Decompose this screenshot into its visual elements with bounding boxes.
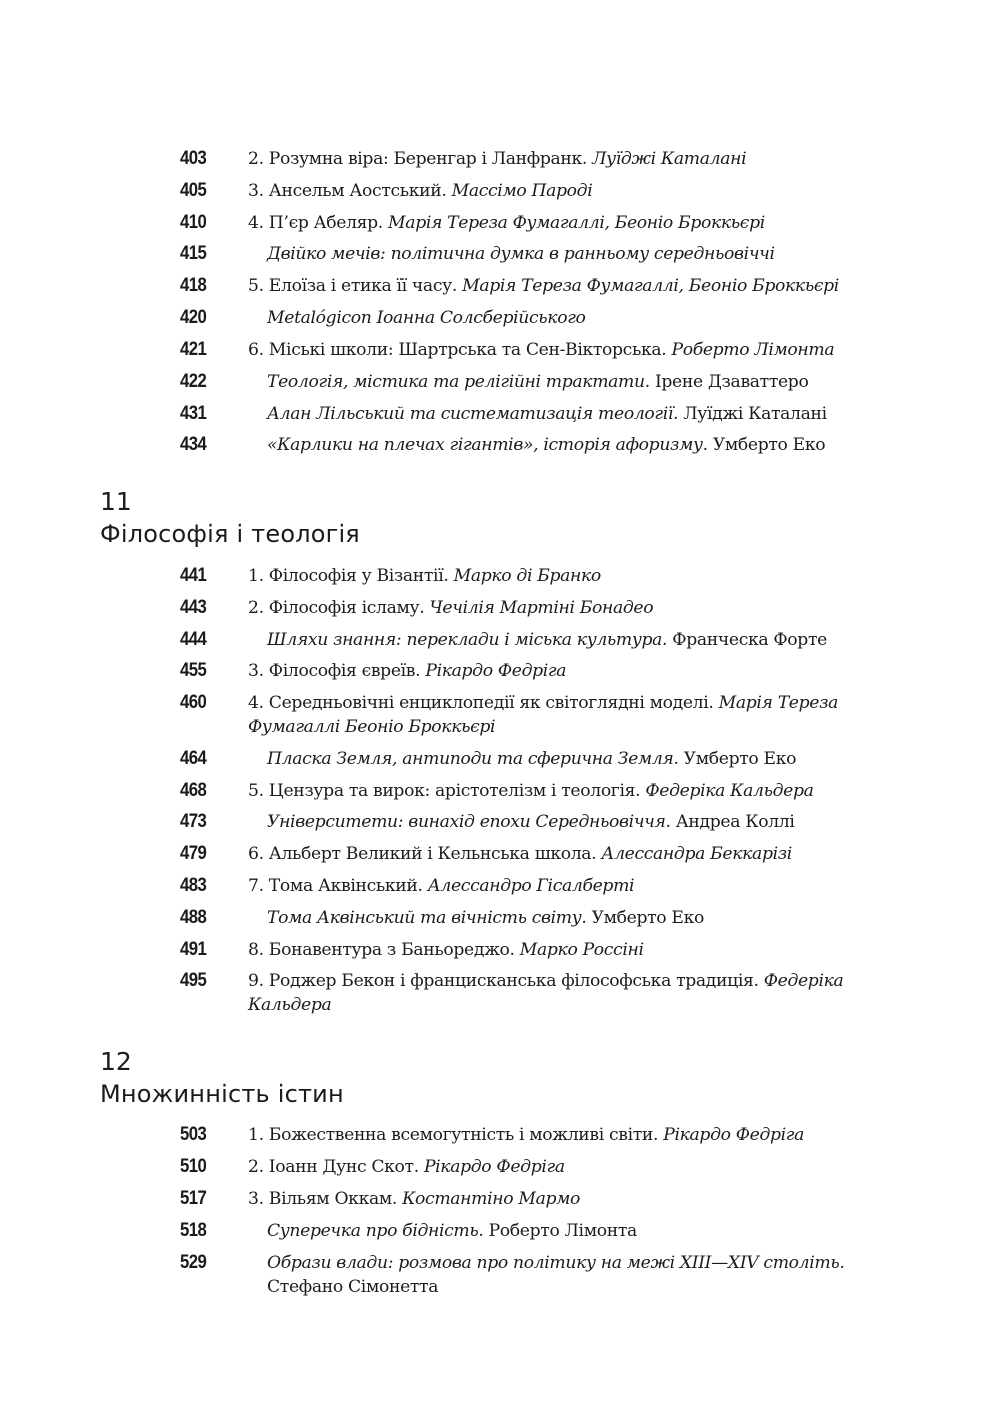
chapter-number: 12 — [100, 1047, 132, 1076]
chapter-title: Множинність істин — [100, 1080, 344, 1108]
page-number: 443 — [180, 597, 207, 618]
entry-author: Роберто Лімонта — [483, 1221, 637, 1241]
page-number: 473 — [180, 811, 207, 832]
entry-italic: Роберто Лімонта — [671, 340, 835, 360]
entry-text — [248, 1123, 853, 1147]
entry-italic: «Карлики на плечах гігантів», історія афоризму. — [267, 435, 708, 455]
page-number: 529 — [180, 1252, 207, 1273]
page-number: 410 — [180, 212, 207, 233]
page-number: 444 — [180, 629, 207, 650]
page-number: 460 — [180, 692, 207, 713]
entry-author: Андреа Коллі — [670, 812, 795, 832]
entry-title: 1. Божественна всемогутність і можливі світи. — [248, 1125, 664, 1145]
entry-text — [248, 179, 853, 203]
entry-text — [248, 659, 853, 683]
page-number: 479 — [180, 843, 207, 864]
entry-text — [267, 1219, 853, 1243]
entry-italic: Пласка Земля, антиподи та сферична Земля. — [267, 749, 679, 769]
entry-italic: Університети: винахід епохи Середньовіччя. — [267, 812, 671, 832]
entry-text — [248, 338, 853, 362]
entry-italic: Тома Аквінський та вічність світу. — [267, 908, 587, 928]
entry-italic: Марія Тереза Фумагаллі Беоніо Броккьєрі — [248, 693, 839, 737]
page-number: 403 — [180, 148, 207, 169]
chapter-title: Філософія і теологія — [100, 520, 360, 548]
entry-text — [248, 779, 853, 803]
entry-title: 6. Міські школи: Шартрська та Сен-Вікторська. — [248, 340, 672, 360]
page-number: 434 — [180, 434, 207, 455]
entry-italic: Марія Тереза Фумагаллі, Беоніо Броккьєрі — [388, 213, 765, 233]
page-number: 518 — [180, 1220, 207, 1241]
entry-title: 3. Філософія євреїв. — [248, 661, 426, 681]
entry-title: 9. Роджер Бекон і францисканська філософська традиція. — [248, 971, 764, 991]
entry-italic: Федеріка Кальдера — [645, 781, 814, 801]
entry-text — [248, 596, 853, 620]
entry-italic: Массімо Пароді — [451, 181, 593, 201]
entry-text — [248, 874, 853, 898]
entry-italic: Луїджі Каталані — [592, 149, 747, 169]
entry-text — [267, 306, 853, 330]
chapter-number: 11 — [100, 487, 132, 516]
entry-author: Умберто Еко — [678, 749, 797, 769]
entry-text — [267, 1251, 853, 1299]
page-number: 431 — [180, 403, 207, 424]
page-number: 464 — [180, 748, 207, 769]
entry-italic: Шляхи знання: переклади і міська культура. — [267, 630, 668, 650]
page-number: 483 — [180, 875, 207, 896]
entry-italic: Теологія, містика та релігійні трактати. — [267, 372, 650, 392]
entry-italic: Алессандра Беккарізі — [601, 844, 792, 864]
page-number: 517 — [180, 1188, 207, 1209]
entry-text — [248, 1155, 853, 1179]
entry-italic: Рікардо Федріга — [663, 1125, 805, 1145]
entry-italic: Metalógicon Іоанна Солсберійського — [267, 308, 586, 328]
entry-italic: Образи влади: розмова про політику на межі XIII—XIV століть. — [267, 1253, 845, 1273]
entry-title: 4. П’єр Абеляр. — [248, 213, 389, 233]
page-number: 415 — [180, 243, 207, 264]
entry-text — [248, 938, 853, 962]
entry-title: 2. Розумна віра: Беренгар і Ланфранк. — [248, 149, 593, 169]
entry-title: 3. Вільям Оккам. — [248, 1189, 403, 1209]
page-number: 455 — [180, 660, 207, 681]
entry-text — [267, 628, 853, 652]
entry-italic: Рікардо Федріга — [425, 661, 567, 681]
page-number: 441 — [180, 565, 207, 586]
page-number: 422 — [180, 371, 207, 392]
entry-title: 6. Альберт Великий і Кельнська школа. — [248, 844, 602, 864]
entry-title: 8. Бонавентура з Баньореджо. — [248, 940, 520, 960]
entry-title: 1. Філософія у Візантії. — [248, 566, 454, 586]
entry-text — [267, 810, 853, 834]
entry-author: Стефано Сімонетта — [267, 1277, 439, 1297]
entry-author: Умберто Еко — [707, 435, 826, 455]
entry-italic: Марко ді Бранко — [453, 566, 601, 586]
page-number: 468 — [180, 780, 207, 801]
entry-italic: Чечілія Мартіні Бонадео — [429, 598, 654, 618]
entry-text — [248, 211, 853, 235]
entry-italic: Суперечка про бідність. — [267, 1221, 484, 1241]
entry-italic: Марія Тереза Фумагаллі, Беоніо Броккьєрі — [462, 276, 839, 296]
entry-italic: Рікардо Федріга — [423, 1157, 565, 1177]
entry-title: 5. Елоїза і етика її часу. — [248, 276, 463, 296]
entry-text — [248, 969, 853, 1017]
page-number: 491 — [180, 939, 207, 960]
entry-text — [248, 691, 853, 739]
page-number: 405 — [180, 180, 207, 201]
entry-italic: Костантіно Мармо — [402, 1189, 581, 1209]
entry-text — [267, 402, 853, 426]
entry-text — [248, 147, 853, 171]
entry-text — [267, 242, 853, 266]
entry-text — [267, 906, 853, 930]
entry-italic: Алессандро Гісалберті — [427, 876, 635, 896]
entry-author: Умберто Еко — [586, 908, 704, 928]
page-number: 420 — [180, 307, 207, 328]
entry-text — [248, 1187, 853, 1211]
entry-italic: Федеріка Кальдера — [248, 971, 844, 1015]
entry-italic: Алан Лільський та систематизація теології. — [267, 404, 679, 424]
entry-text — [248, 842, 853, 866]
entry-title: 7. Тома Аквінський. — [248, 876, 428, 896]
entry-italic: Двійко мечів: політична думка в ранньому середньовіччі — [267, 244, 775, 264]
entry-author: Луїджі Каталані — [678, 404, 827, 424]
entry-text — [248, 274, 853, 298]
entry-text — [267, 747, 853, 771]
entry-title: 3. Ансельм Аостський. — [248, 181, 452, 201]
page-number: 418 — [180, 275, 207, 296]
entry-text — [248, 564, 853, 588]
entry-title: 2. Філософія ісламу. — [248, 598, 430, 618]
page-number: 503 — [180, 1124, 207, 1145]
entry-text — [267, 433, 853, 457]
page-number: 510 — [180, 1156, 207, 1177]
page-number: 488 — [180, 907, 207, 928]
page-number: 421 — [180, 339, 207, 360]
entry-text — [267, 370, 853, 394]
entry-title: 5. Цензура та вирок: арістотелізм і теологія. — [248, 781, 646, 801]
entry-title: 4. Середньовічні енциклопедії як світоглядні моделі. — [248, 693, 719, 713]
entry-title: 2. Іоанн Дунс Скот. — [248, 1157, 424, 1177]
entry-italic: Марко Россіні — [519, 940, 644, 960]
entry-author: Ірене Дзаваттеро — [649, 372, 809, 392]
page-number: 495 — [180, 970, 207, 991]
entry-author: Франческа Форте — [667, 630, 827, 650]
